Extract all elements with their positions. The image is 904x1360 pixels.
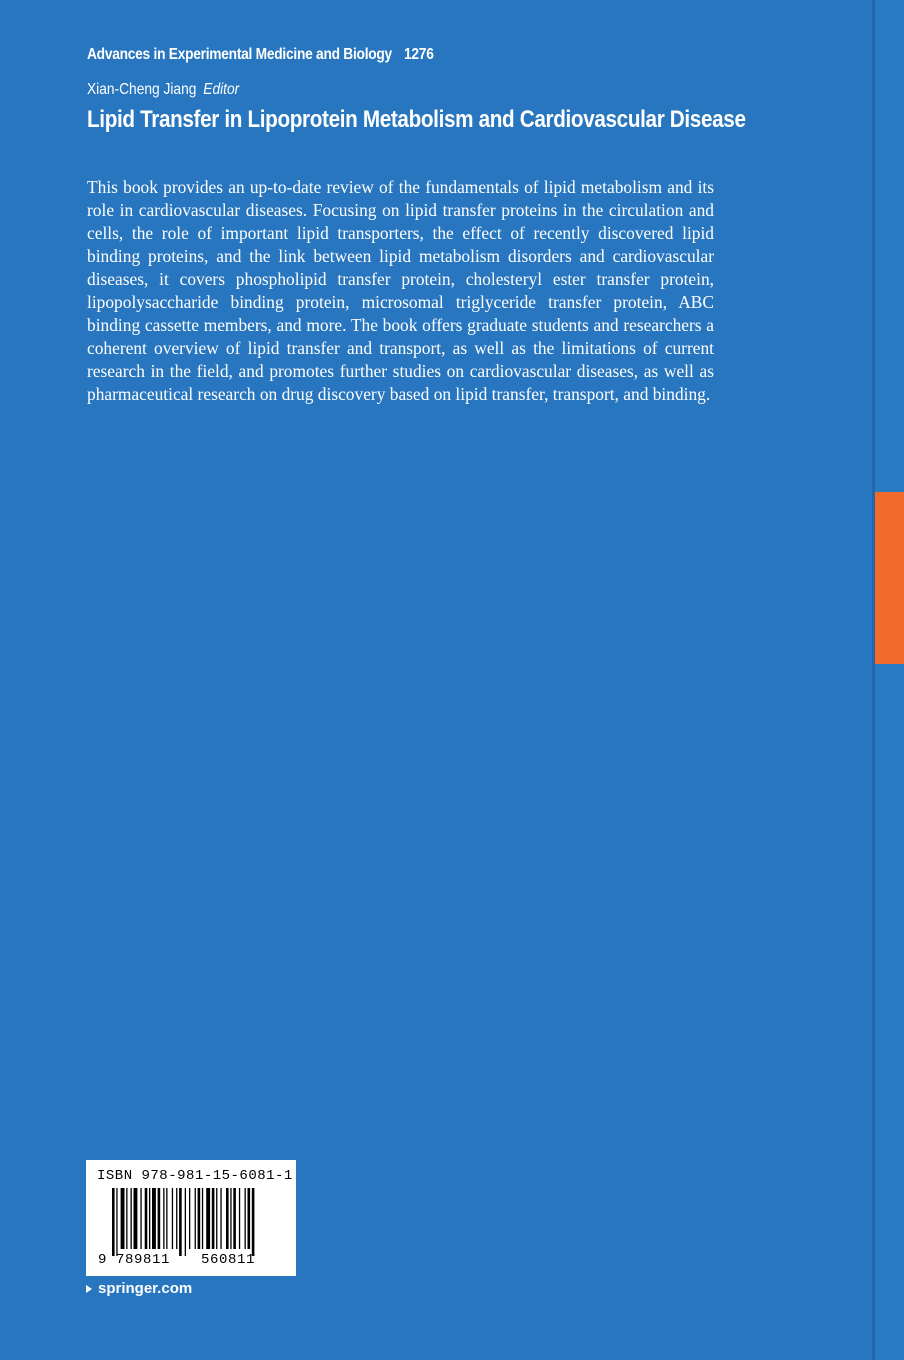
isbn-label: ISBN 978-981-15-6081-1 (97, 1168, 293, 1184)
barcode-bar (116, 1188, 117, 1256)
ean-first-digit: 9 (98, 1252, 107, 1268)
editor-name: Xian-Cheng Jiang (87, 81, 197, 98)
barcode-bar (216, 1188, 217, 1249)
barcode-bar (126, 1188, 127, 1249)
book-title: Lipid Transfer in Lipoprotein Metabolism and Cardiovascular Disease (87, 106, 746, 133)
barcode-bar (189, 1188, 190, 1249)
isbn-barcode (86, 1160, 296, 1276)
publisher-link-text: springer.com (98, 1280, 193, 1297)
ean-right-digits: 560811 (201, 1252, 256, 1268)
barcode-bar (172, 1188, 173, 1249)
barcode-bar (112, 1188, 115, 1256)
barcode-bar (163, 1188, 164, 1249)
barcode-bar (245, 1188, 246, 1249)
barcode-bar (134, 1188, 138, 1249)
barcode-bar (185, 1188, 186, 1256)
series-line (87, 46, 434, 64)
barcode-bar (198, 1188, 201, 1249)
barcode-bar (166, 1188, 167, 1249)
editor-line (87, 81, 239, 99)
barcode-bar (158, 1188, 161, 1249)
ean-left-digits: 789811 (116, 1252, 171, 1268)
barcode-bar (252, 1188, 255, 1256)
barcode-bar (179, 1188, 182, 1256)
color-tab (875, 492, 904, 664)
barcode-bar (206, 1188, 210, 1249)
book-description: This book provides an up-to-date review of the fundamentals of lipid metabolism and its role in cardiovascular diseases. Focusing on lipid transfer proteins in the circulation and cells, the role of important lipid transporters, the effect of recently discovered lipid binding proteins, and the link between lipid metabolism disorders and cardiovascular diseases, it covers phospholipid transfer protein, cholesteryl ester transfer protein, lipopolysaccharide binding protein, microsomal triglyceride transfer protein, ABC binding cassette members, and more. The book offers graduate students and researchers a coherent overview of lipid transfer and transport, as well as the limitations of current research in the field, and promotes further studies on cardiovascular diseases, as well as pharmaceutical research on drug discovery based on lipid transfer, transport, and binding. (87, 177, 714, 404)
barcode-bar (121, 1188, 125, 1249)
barcode-bar (239, 1188, 240, 1249)
arrow-right-icon (86, 1285, 92, 1293)
barcode-bar (195, 1188, 196, 1249)
barcode-bar (226, 1188, 229, 1249)
barcode-bar (202, 1188, 203, 1249)
series-number: 1276 (404, 46, 434, 63)
barcode-bar (149, 1188, 150, 1249)
series-name: Advances in Experimental Medicine and Biology (87, 46, 392, 63)
barcode-bar (131, 1188, 132, 1249)
spine-strip (875, 0, 904, 1360)
barcode-bar (220, 1188, 221, 1249)
barcode-bar (212, 1188, 215, 1249)
barcode-bar (248, 1188, 251, 1249)
barcode-bar (176, 1188, 177, 1249)
barcode-bar (233, 1188, 236, 1249)
barcode-bar (145, 1188, 148, 1249)
barcode-bar (140, 1188, 141, 1249)
barcode-bar (152, 1188, 156, 1249)
barcode-bar (230, 1188, 231, 1249)
publisher-link[interactable] (86, 1280, 192, 1297)
editor-role: Editor (203, 81, 240, 98)
